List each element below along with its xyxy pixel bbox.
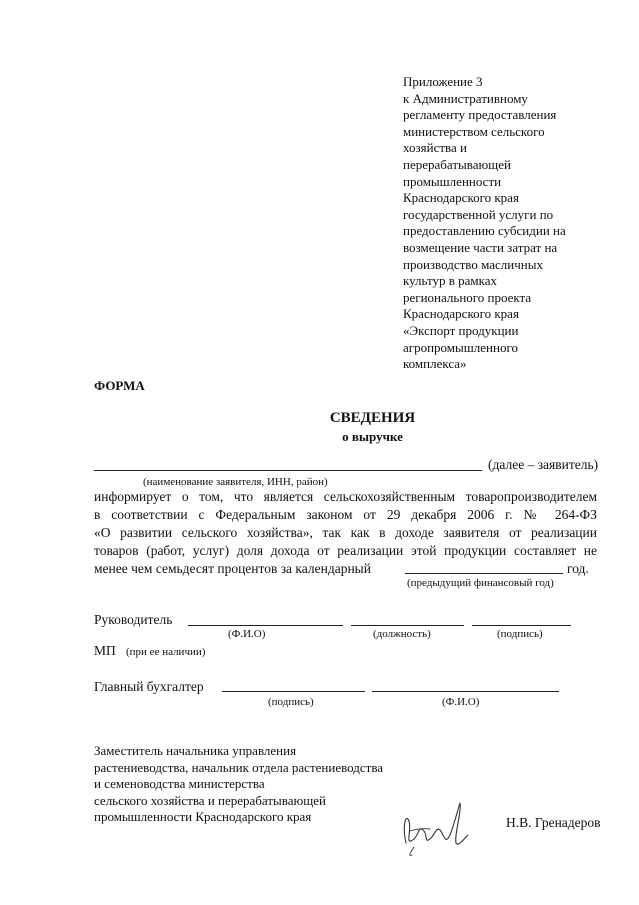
footer-line: промышленности Краснодарского края (94, 809, 312, 825)
appendix-line: Краснодарского края (403, 306, 519, 322)
year-caption: (предыдущий финансовый год) (407, 577, 554, 589)
document-subtitle: о выручке (342, 429, 403, 444)
footer-line: и семеноводства министерства (94, 776, 265, 792)
appendix-line: хозяйства и (403, 140, 467, 156)
body-line-prefix: менее чем семьдесят процентов за календарный (94, 561, 371, 576)
stamp-note: (при ее наличии) (126, 646, 206, 658)
appendix-line: министерством сельского (403, 123, 545, 139)
appendix-line: перерабатывающей (403, 156, 511, 172)
accountant-name-field[interactable] (372, 691, 559, 692)
accountant-name-caption: (Ф.И.О) (442, 696, 480, 708)
head-name-caption: (Ф.И.О) (228, 628, 266, 640)
appendix-line: к Административному (403, 90, 528, 106)
appendix-line: Краснодарского края (403, 190, 519, 206)
stamp-label: МП (94, 643, 116, 658)
applicant-field[interactable] (94, 470, 482, 471)
head-sign-field[interactable] (472, 625, 571, 626)
appendix-line: производство масличных (403, 256, 543, 272)
footer-line: сельского хозяйства и перерабатывающей (94, 792, 326, 808)
body-line: в соответствии с Федеральным законом от 29 декабря 2006 г. № 264-ФЗ (94, 507, 597, 522)
appendix-line: «Экспорт продукции (403, 322, 519, 338)
appendix-line: Приложение 3 (403, 74, 483, 89)
footer-line: Заместитель начальника управления (94, 743, 297, 758)
head-position-field[interactable] (351, 625, 464, 626)
applicant-caption: (наименование заявителя, ИНН, район) (143, 476, 328, 488)
applicant-suffix: (далее – заявитель) (488, 457, 599, 472)
body-line-suffix: год. (567, 561, 589, 576)
appendix-line: комплекса» (403, 356, 467, 372)
appendix-line: предоставлению субсидии на (403, 223, 566, 239)
document-title: СВЕДЕНИЯ (329, 410, 416, 426)
body-line: товаров (работ, услуг) доля дохода от реализации этой продукции составляет не (94, 543, 597, 558)
year-field[interactable] (405, 573, 563, 574)
head-label: Руководитель (94, 612, 173, 627)
signer-name: Н.В. Гренадеров (506, 815, 601, 830)
head-name-field[interactable] (188, 625, 343, 626)
appendix-line: агропромышленного (403, 339, 518, 355)
appendix-line: промышленности (403, 173, 502, 189)
appendix-line: регионального проекта (403, 289, 532, 305)
body-line: информирует о том, что является сельскохозяйственным товаропроизводителем (94, 489, 597, 504)
signatory-position (94, 743, 383, 826)
accountant-sign-caption: (подпись) (268, 696, 314, 708)
appendix-line: государственной услуги по (403, 206, 554, 222)
head-position-caption: (должность) (373, 628, 431, 640)
appendix-line: возмещение части затрат на (403, 239, 558, 255)
handwritten-signature (396, 795, 476, 865)
head-sign-caption: (подпись) (497, 628, 543, 640)
accountant-label: Главный бухгалтер (94, 679, 204, 694)
appendix-line: регламенту предоставления (403, 107, 557, 123)
appendix-note (403, 74, 613, 373)
footer-line: растениеводства, начальник отдела растениеводства (94, 759, 384, 775)
appendix-line: культур в рамках (403, 273, 498, 289)
form-label: ФОРМА (94, 378, 145, 393)
accountant-sign-field[interactable] (222, 691, 365, 692)
body-line: «О развитии сельского хозяйства», так как в доходе заявителя от реализации (94, 525, 597, 540)
